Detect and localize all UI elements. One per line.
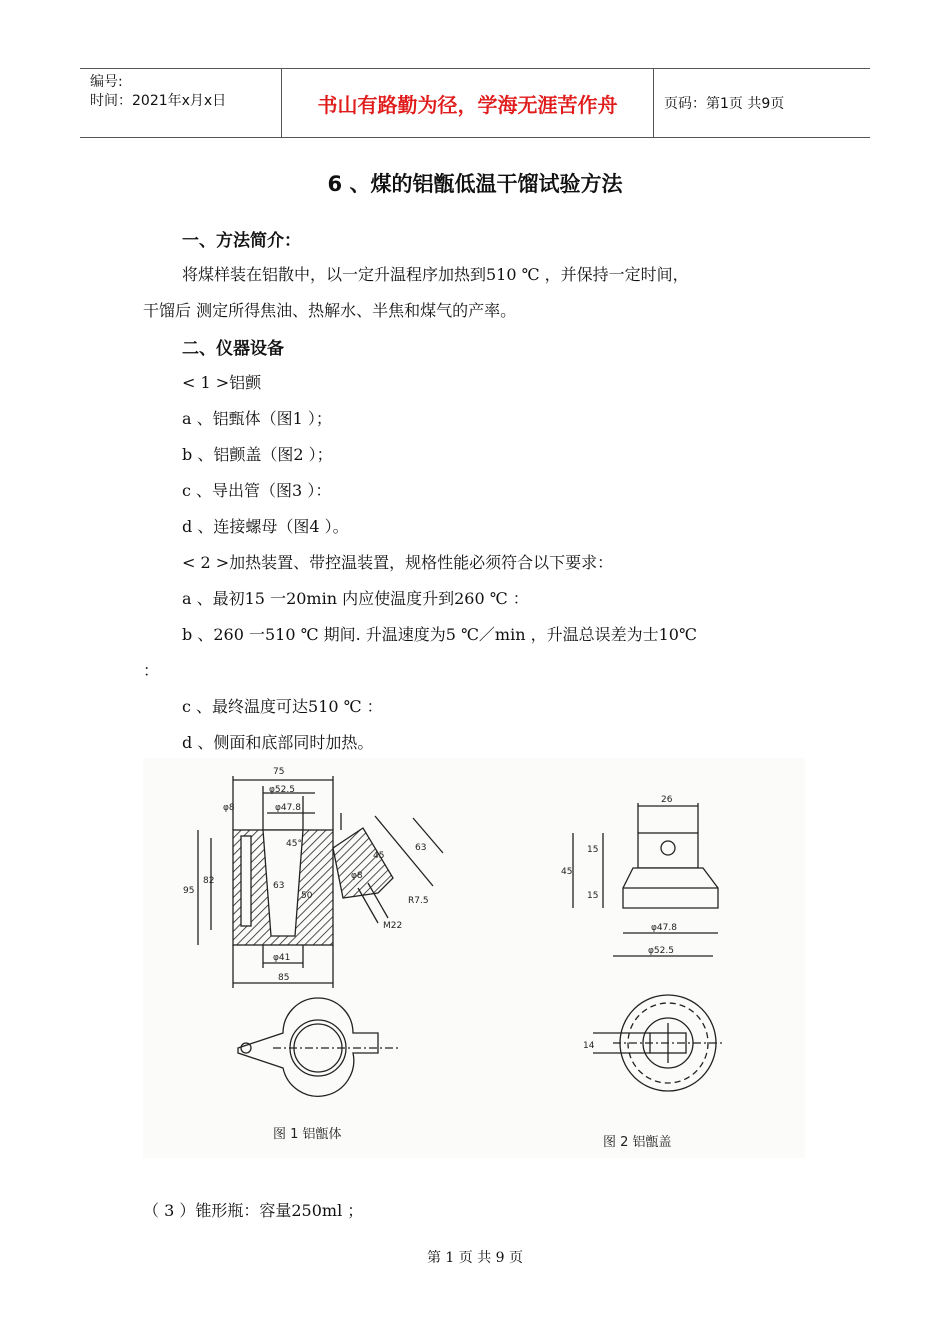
time-label: 时间：2021年x月x日 — [90, 93, 227, 109]
dim-label: 50 — [301, 891, 313, 901]
dim-label: φ52.5 — [269, 785, 295, 795]
motto: 书山有路勤为径，学海无涯苦作舟 — [282, 69, 654, 137]
section-1-heading: 一、方法简介： — [182, 231, 301, 251]
dim-label: φ8 — [351, 871, 363, 881]
dim-label: 45 — [373, 851, 385, 861]
dim-label: 15 — [587, 891, 599, 901]
dim-label: 45° — [286, 839, 302, 849]
dim-label: 14 — [583, 1041, 595, 1051]
dim-label: φ8 — [223, 803, 235, 813]
page-footer: 第 1 页 共 9 页 — [426, 1250, 524, 1266]
list-item-continuation: ： — [143, 661, 160, 680]
list-item: （ 3 ）锥形瓶：容量250ml ； — [143, 1201, 364, 1220]
number-label: 编号: — [90, 74, 123, 90]
technical-drawing — [143, 758, 805, 1158]
dim-label: R7.5 — [408, 896, 429, 906]
list-item: a 、最初15 一20min 内应使温度升到260 ℃ ： — [182, 589, 529, 608]
section-2-heading: 二、仪器设备 — [182, 339, 284, 359]
header-meta — [80, 69, 282, 137]
list-item: b 、260 一510 ℃ 期间. 升温速度为5 ℃／min ，升温总误差为士10℃ — [182, 625, 697, 644]
dim-label: 85 — [278, 973, 290, 983]
dim-label: 45 — [561, 867, 573, 877]
list-item: c 、导出管（图3 ）： — [182, 481, 332, 500]
dim-label: M22 — [383, 921, 403, 931]
figure-2-caption: 图 2 铝甑盖 — [603, 1135, 672, 1150]
outlet-pipe-section — [333, 828, 393, 898]
drawing-svg — [143, 758, 805, 1158]
list-item: d 、连接螺母（图4 ）。 — [182, 517, 349, 536]
page-info: 页码：第1页 共9页 — [664, 96, 785, 112]
dim-label: φ41 — [273, 953, 291, 963]
dim-label: φ52.5 — [648, 946, 674, 956]
document-title: 6 、煤的铝甑低温干馏试验方法 — [327, 172, 623, 196]
dim-label: 82 — [203, 876, 215, 886]
lid-top — [638, 833, 698, 868]
list-item: b 、铝颤盖（图2 ）； — [182, 445, 333, 464]
paragraph-line: 干馏后 测定所得焦油、热解水、半焦和煤气的产率。 — [143, 301, 517, 320]
thermowell — [241, 836, 251, 926]
list-item: a 、铝甄体（图1 ）； — [182, 409, 332, 428]
dim-label: 95 — [183, 886, 195, 896]
retort-top-view — [238, 998, 378, 1096]
dim-label: 75 — [273, 767, 285, 777]
list-item: < 1 >铝颤 — [182, 373, 262, 392]
list-item: c 、最终温度可达510 ℃ ： — [182, 697, 383, 716]
dim-label: φ47.8 — [651, 923, 677, 933]
dim-label: φ47.8 — [275, 803, 301, 813]
paragraph-line: 将煤样装在铝散中，以一定升温程序加热到510 ℃ ，并保持一定时间， — [182, 265, 689, 284]
dim-label: 63 — [273, 881, 285, 891]
dim-label: 15 — [587, 845, 599, 855]
dim-label: 63 — [415, 843, 427, 853]
list-item: < 2 >加热装置、带控温装置，规格性能必须符合以下要求： — [182, 553, 614, 572]
list-item: d 、侧面和底部同时加热。 — [182, 733, 374, 752]
figure-1-caption: 图 1 铝甑体 — [273, 1127, 342, 1142]
dim-label: 26 — [661, 795, 673, 805]
page-header — [80, 68, 870, 138]
